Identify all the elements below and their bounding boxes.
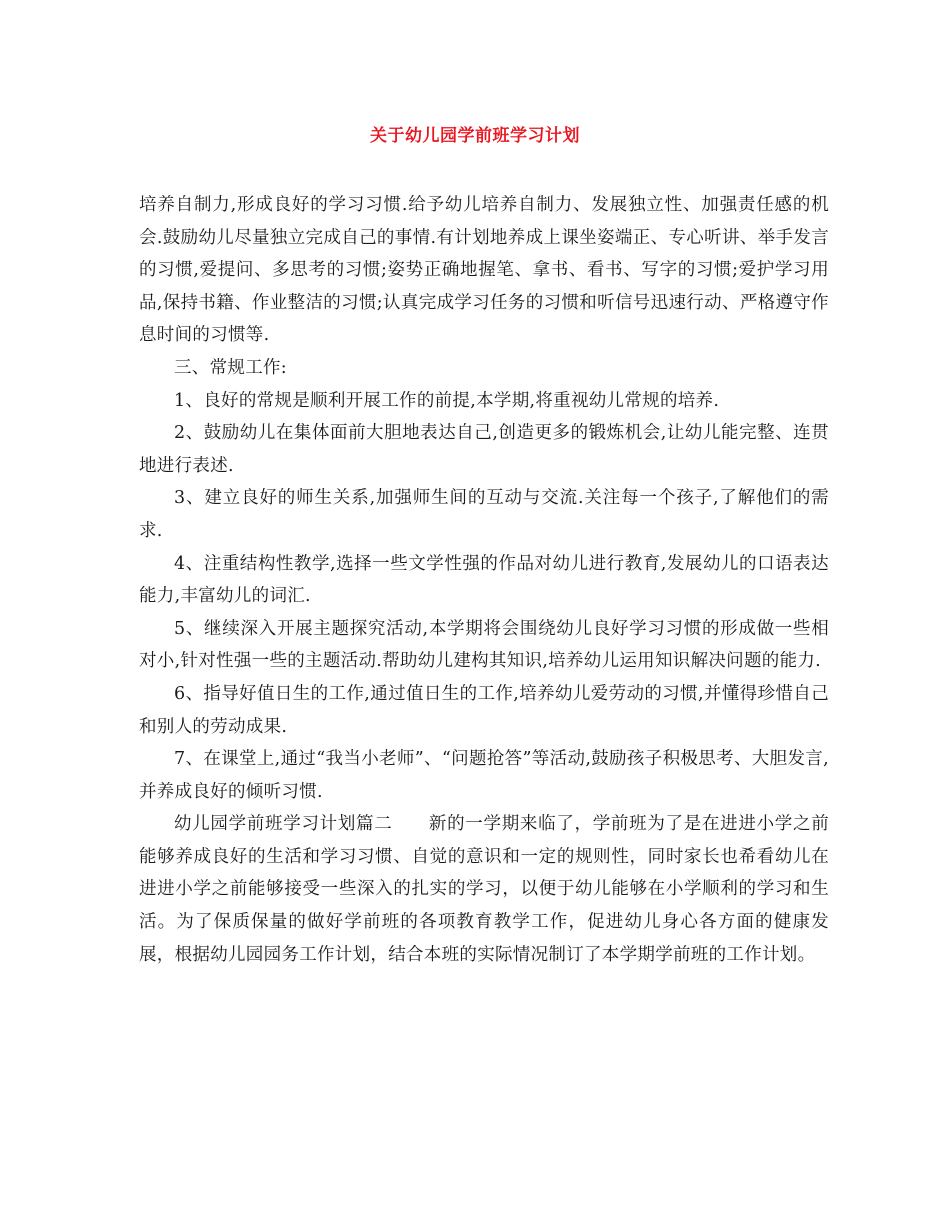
list-item-7: 7、在课堂上,通过“我当小老师”、“问题抢答”等活动,鼓励孩子积极思考、大胆发言,并养成良好的倾听习惯. [139, 749, 829, 802]
paragraph-habits: 培养自制力,形成良好的学习习惯.给予幼儿培养自制力、发展独立性、加强责任感的机会.鼓励幼儿尽量独立完成自己的事情.有计划地养成上课坐姿端正、专心听讲、举手发言的习惯,爱提问、多思考的习惯;姿势正确地握笔、拿书、看书、写字的习惯;爱护学习用品,保持书籍、作业整洁的习惯;认真完成学习任务的习惯和听信号迅速行动、严格遵守作息时间的习惯等. [139, 195, 829, 346]
list-item-4: 4、注重结构性教学,选择一些文学性强的作品对幼儿进行教育,发展幼儿的口语表达能力,丰富幼儿的词汇. [139, 553, 829, 607]
list-item-2: 2、鼓励幼儿在集体面前大胆地表达自己,创造更多的锻炼机会,让幼儿能完整、连贯地进行表述. [139, 423, 829, 476]
list-item-5: 5、继续深入开展主题探究活动,本学期将会围绕幼儿良好学习习惯的形成做一些相对小,针对性强一些的主题活动.帮助幼儿建构其知识,培养幼儿运用知识解决问题的能力. [139, 618, 829, 672]
paragraph-plan-part-two: 幼儿园学前班学习计划篇二 新的一学期来临了，学前班为了是在进进小学之前能够养成良好的生活和学习习惯、自觉的意识和一定的规则性，同时家长也希看幼儿在进进小学之前能够接受一些深入的扎实的学习，以便于幼儿能够在小学顺利的学习和生活。为了保质保量的做好学前班的各项教育教学工作，促进幼儿身心各方面的健康发展，根据幼儿园园务工作计划，结合本班的实际情况制订了本学期学前班的工作计划。 [139, 814, 829, 965]
document-body [139, 189, 829, 971]
document-title: 关于幼儿园学前班学习计划 [370, 126, 580, 146]
list-item-1: 1、良好的常规是顺利开展工作的前提,本学期,将重视幼儿常规的培养. [174, 390, 720, 411]
list-item-6: 6、指导好值日生的工作,通过值日生的工作,培养幼儿爱劳动的习惯,并懂得珍惜自己和别人的劳动成果. [139, 683, 829, 737]
list-item-3: 3、建立良好的师生关系,加强师生间的互动与交流.关注每一个孩子,了解他们的需求. [139, 488, 829, 541]
section-heading-routine-work: 三、常规工作: [174, 357, 287, 378]
